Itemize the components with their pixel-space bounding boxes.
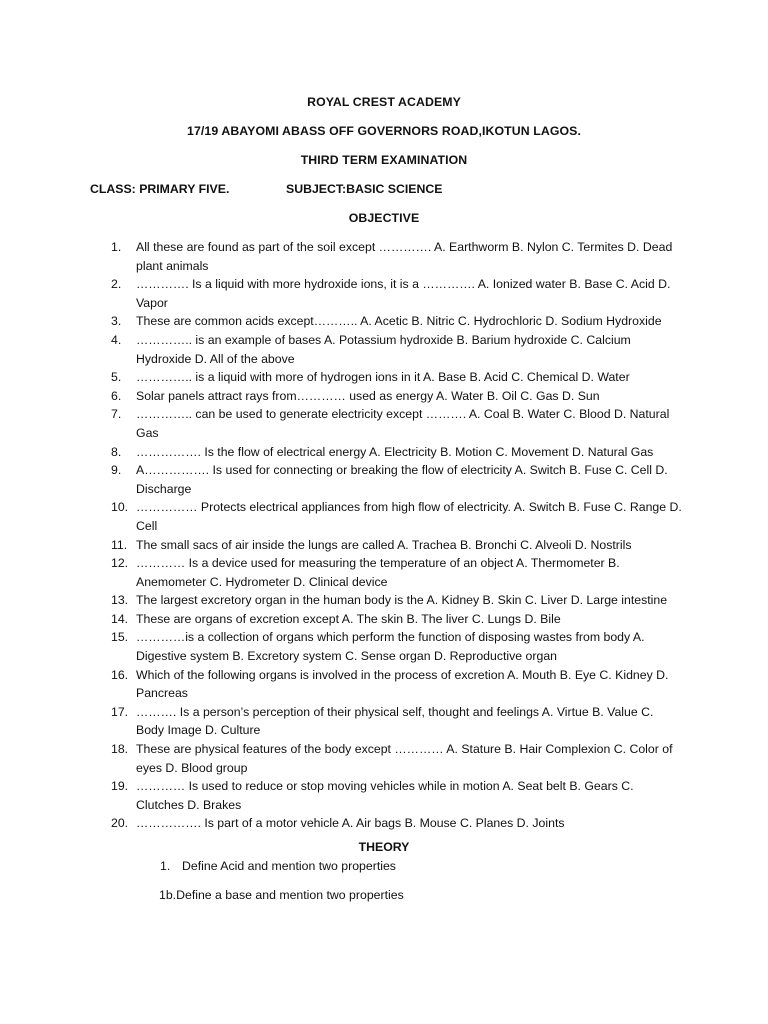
question-number: 6. — [111, 388, 122, 403]
question-item — [0, 610, 682, 629]
question-item — [0, 443, 682, 462]
question-item — [0, 387, 682, 406]
question-text: A……………. Is used for connecting or breaking the flow of electricity A. Switch B. Fuse C. Cell D. Discharge — [136, 463, 668, 496]
question-text: These are common acids except……….. A. Acetic B. Nitric C. Hydrochloric D. Sodium Hydroxide — [136, 314, 662, 329]
school-name: ROYAL CREST ACADEMY — [307, 95, 461, 109]
question-item — [0, 628, 682, 665]
question-item — [0, 331, 682, 368]
question-text: …………is a collection of organs which perform the function of disposing wastes from body A. Digestive system B. Excretory system C. Sense organ D. Reproductive organ — [136, 630, 645, 664]
question-text: ………….. is a liquid with more of hydrogen ions in it A. Base B. Acid C. Chemical D. Water — [136, 370, 630, 385]
question-item — [0, 275, 682, 312]
objective-question-list — [0, 238, 768, 833]
question-item — [0, 536, 682, 555]
question-text: ………….. is an example of bases A. Potassium hydroxide B. Barium hydroxide C. Calcium Hydroxide D. All of the above — [136, 332, 631, 366]
theory-question-number: 1. — [160, 859, 171, 873]
question-text: These are physical features of the body except ………… A. Stature B. Hair Complexion C. Color of eyes D. Blood group — [136, 742, 673, 775]
question-number: 20. — [111, 816, 129, 831]
question-item — [0, 703, 682, 740]
question-number: 13. — [111, 593, 129, 608]
question-item — [0, 666, 682, 703]
subject-label: SUBJECT:BASIC SCIENCE — [286, 182, 443, 196]
question-number: 15. — [111, 630, 129, 645]
question-number: 2. — [111, 277, 122, 292]
exam-title: THIRD TERM EXAMINATION — [300, 153, 468, 167]
class-label: CLASS: PRIMARY FIVE. — [90, 182, 230, 196]
question-number: 8. — [111, 444, 122, 459]
question-text: ………… Is a device used for measuring the temperature of an object A. Thermometer B. Anemometer C. Hydrometer D. Clinical device — [136, 556, 620, 589]
question-item — [0, 312, 682, 331]
question-number: 17. — [111, 704, 129, 719]
question-item — [0, 368, 682, 387]
theory-question-1b: 1b.Define a base and mention two properties — [159, 888, 404, 902]
question-text: ……………. Is part of a motor vehicle A. Air bags B. Mouse C. Planes D. Joints — [136, 816, 565, 831]
question-number: 11. — [111, 537, 128, 552]
question-number: 14. — [111, 611, 129, 626]
question-text: ……………. Is the flow of electrical energy A. Electricity B. Motion C. Movement D. Natural Gas — [136, 444, 654, 459]
question-item — [0, 461, 682, 498]
question-text: ………. Is a person’s perception of their physical self, thought and feelings A. Virtue B. Value C. Body Image D. Culture — [136, 704, 654, 738]
question-text: Solar panels attract rays from………… used as energy A. Water B. Oil C. Gas D. Sun — [136, 388, 600, 403]
question-text: The small sacs of air inside the lungs are called A. Trachea B. Bronchi C. Alveoli D. Nostrils — [136, 537, 632, 552]
question-text: …………… Protects electrical appliances from high flow of electricity. A. Switch B. Fuse C. Range D. Cell — [136, 500, 682, 533]
question-item — [0, 554, 682, 591]
question-text: These are organs of excretion except A. The skin B. The liver C. Lungs D. Bile — [136, 611, 561, 626]
question-item — [0, 405, 682, 442]
question-number: 4. — [111, 332, 122, 347]
objective-heading: OBJECTIVE — [348, 211, 420, 225]
question-item — [0, 591, 682, 610]
question-number: 18. — [111, 742, 129, 757]
question-number: 5. — [111, 370, 122, 385]
question-item — [0, 498, 682, 535]
question-number: 12. — [111, 556, 129, 571]
theory-question-1 — [160, 857, 396, 876]
question-item — [0, 814, 682, 833]
question-text: Which of the following organs is involved in the process of excretion A. Mouth B. Eye C. Kidney D. Pancreas — [136, 667, 669, 701]
question-text: ………… Is used to reduce or stop moving vehicles while in motion A. Seat belt B. Gears C. Clutches D. Brakes — [136, 779, 634, 812]
question-text: All these are found as part of the soil except …………. A. Earthworm B. Nylon C. Termites D. Dead plant animals — [136, 240, 673, 273]
question-text: …………. Is a liquid with more hydroxide ions, it is a …………. A. Ionized water B. Base C. Acid D. Vapor — [136, 277, 671, 310]
question-text: The largest excretory organ in the human body is the A. Kidney B. Skin C. Liver D. Large intestine — [136, 593, 668, 608]
question-text: ………….. can be used to generate electricity except ………. A. Coal B. Water C. Blood D. Natural Gas — [136, 407, 670, 440]
class-subject-line — [90, 180, 690, 199]
question-number: 16. — [111, 667, 129, 682]
question-number: 9. — [111, 463, 122, 478]
question-number: 1. — [111, 240, 122, 254]
question-item — [0, 777, 682, 814]
question-item — [0, 740, 682, 777]
question-number: 3. — [111, 314, 122, 329]
school-address: 17/19 ABAYOMI ABASS OFF GOVERNORS ROAD,IKOTUN LAGOS. — [187, 124, 581, 138]
question-number: 10. — [111, 500, 129, 515]
question-number: 19. — [111, 779, 129, 794]
theory-heading: THEORY — [358, 840, 410, 854]
question-item — [0, 238, 682, 275]
question-number: 7. — [111, 407, 122, 422]
theory-question-text: Define Acid and mention two properties — [182, 859, 396, 873]
